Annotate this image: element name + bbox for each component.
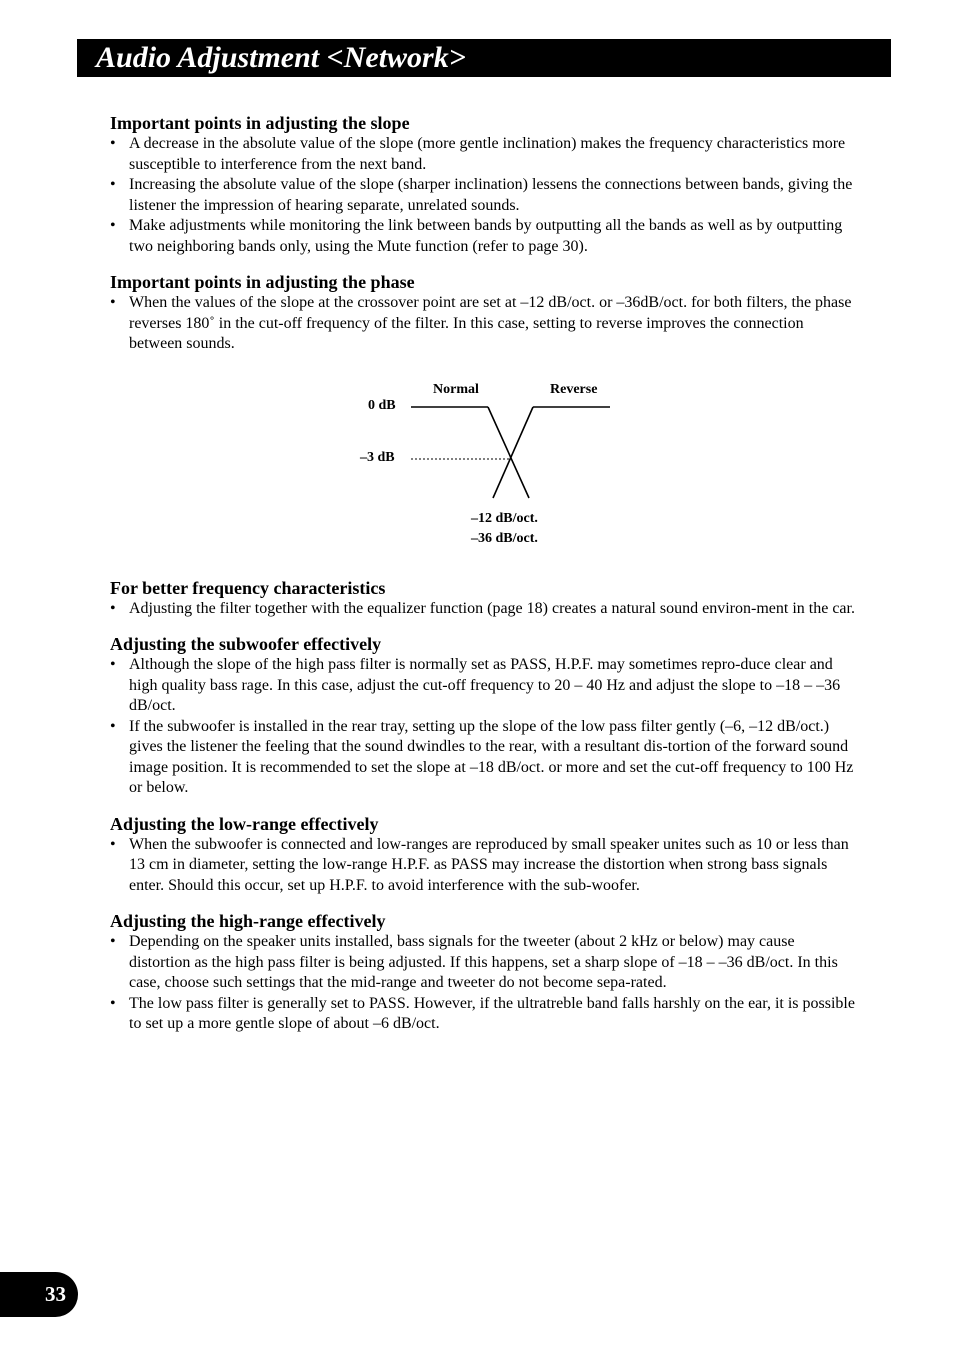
section-heading: For better frequency characteristics [110,577,386,598]
bullet-icon: • [110,294,116,311]
list-item [110,216,858,257]
list-item [110,717,858,799]
bullet-list [110,293,858,355]
phase-diagram-svg [110,355,858,577]
section-frequency [110,577,858,620]
list-item-text: When the values of the slope at the crossover point are set at –12 dB/oct. or –36dB/oct. for both filters, the phase reverses 180˚ in the cut-off frequency of the filter. In this case, setting to reverse improves the connection between sounds. [129,294,852,352]
section-subwoofer [110,633,858,799]
label-0db: 0 dB [368,397,396,413]
section-heading: Adjusting the subwoofer effectively [110,634,382,654]
list-item-text: Adjusting the filter together with the equalizer function (page 18) creates a natural sound environ-ment in the car. [129,599,855,617]
list-item [110,994,858,1035]
list-item-text: If the subwoofer is installed in the rear tray, setting up the slope of the low pass filter gently (–6, –12 dB/oct.) gives the listener the feeling that the sound dwindles to the rear, with a resultant dis-tortion of the forward sound image position. It is recommended to set the slope at –18 dB/oct. or more and set the cut-off frequency to 100 Hz or below. [129,717,854,796]
list-item-text: The low pass filter is generally set to PASS. However, if the ultratreble band falls harshly on the ear, it is possible to set up a more gentle slope of about –6 dB/oct. [129,994,855,1032]
bullet-list [110,134,858,257]
list-item [110,655,858,717]
bullet-list [110,835,858,897]
document-body [110,112,858,1035]
list-item [110,835,858,897]
bullet-icon: • [110,135,116,152]
list-item [110,932,858,994]
section-low-range [110,813,858,897]
list-item-text: Make adjustments while monitoring the link between bands by outputting all the bands as well as by outputting two neighboring bands only, using the Mute function (refer to page 30). [129,217,843,255]
section-heading: Adjusting the low-range effectively [110,813,379,834]
bullet-icon: • [110,717,116,735]
bullet-icon: • [110,599,116,617]
phase-diagram [110,355,858,577]
section-slope [110,112,858,257]
page-number-tab [0,1272,78,1317]
bullet-list [110,599,858,620]
list-item-text: A decrease in the absolute value of the slope (more gentle inclination) makes the frequency characteristics more susceptible to interference from the next band. [129,135,846,173]
label-normal: Normal [433,381,479,397]
list-item [110,599,858,620]
label-slope-12: –12 dB/oct. [471,510,538,526]
bullet-icon: • [110,217,116,234]
bullet-icon: • [110,933,116,950]
page-number: 33 [45,1282,66,1306]
label-slope-36: –36 dB/oct. [471,530,538,546]
list-item [110,134,858,175]
bullet-icon: • [110,656,116,673]
bullet-list [110,932,858,1035]
list-item-text: Depending on the speaker units installed, bass signals for the tweeter (about 2 kHz or below) may cause distortion as the high pass filter is being adjusted. If this happens, set a sharp slope of –18 – –36 dB/oct. In this case, choose such settings that the mid-range and tweeter do not become sepa-rated. [129,933,838,991]
bullet-icon: • [110,176,116,193]
section-phase [110,271,858,355]
bullet-icon: • [110,994,116,1012]
list-item-text: When the subwoofer is connected and low-ranges are reproduced by small speaker unites such as 10 or less than 13 cm in diameter, setting the low-range H.P.F. as PASS may increase the distortion when strong bass signals enter. Should this occur, set up H.P.F. to avoid interference with the sub-woofer. [129,835,849,894]
section-high-range [110,910,858,1035]
normal-slope-line [488,407,529,498]
label-reverse: Reverse [550,381,598,397]
label-3db: –3 dB [360,449,395,465]
bullet-icon: • [110,835,116,853]
section-heading: Adjusting the high-range effectively [110,911,386,931]
list-item-text: Increasing the absolute value of the slope (sharper inclination) lessens the connections between bands, giving the listener the impression of hearing separate, unrelated sounds. [129,176,853,214]
page-title: Audio Adjustment <Network> [96,41,466,74]
section-heading: Important points in adjusting the slope [110,113,410,133]
list-item [110,293,858,355]
list-item-text: Although the slope of the high pass filter is normally set as PASS, H.P.F. may sometimes repro-duce clear and high quality bass rage. In this case, adjust the cut-off frequency to 20 – 40 Hz and adjust the slope to –18 – –36 dB/oct. [129,656,841,714]
section-heading: Important points in adjusting the phase [110,272,415,292]
bullet-list [110,655,858,799]
list-item [110,175,858,216]
reverse-slope-line [493,407,533,498]
title-bar [77,39,891,77]
